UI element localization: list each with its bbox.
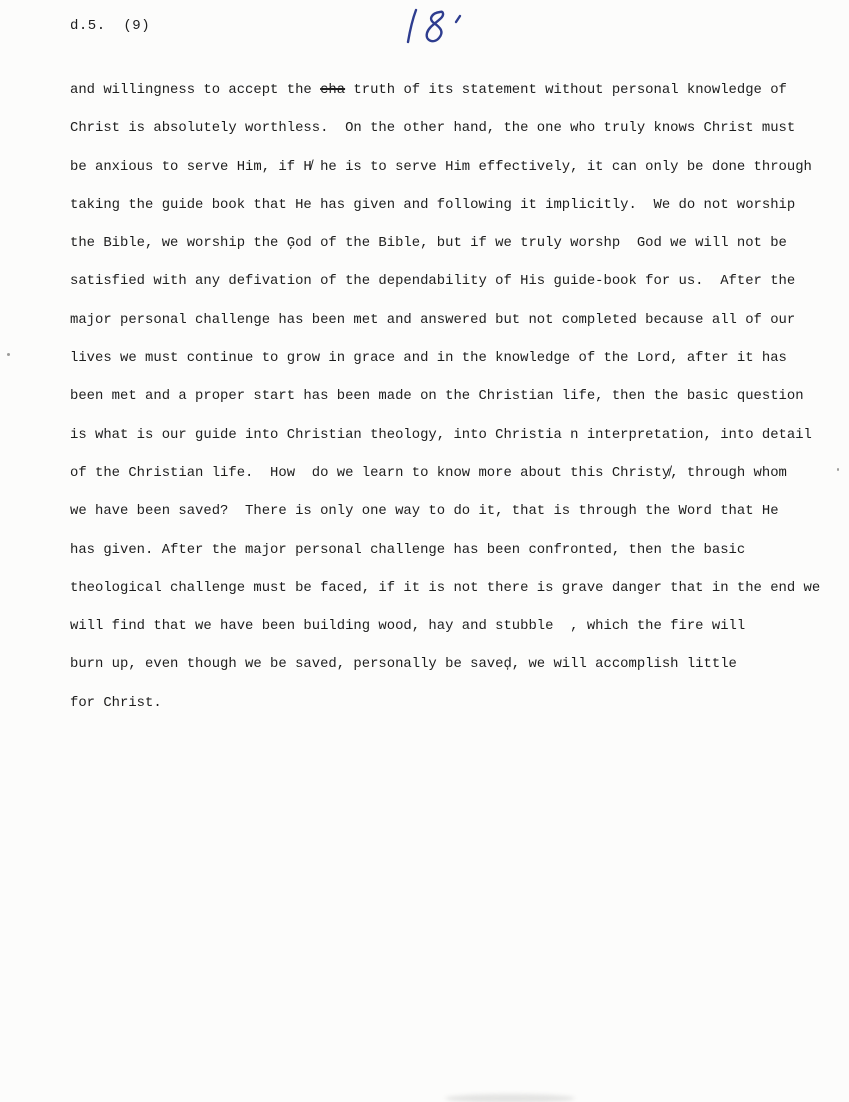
text-segment: taking the guide book that He has given and following it implicitly. We do not worship (70, 196, 796, 213)
text-segment: satisfied with any defivation of the dependability of His guide-book for us. After the (70, 273, 796, 290)
text-line (70, 416, 832, 454)
text-line (70, 645, 832, 683)
struck-text: cha (320, 82, 346, 98)
text-segment: we have been saved? There is only one way to do it, that is through the Word that He (70, 503, 779, 520)
text-line (70, 148, 832, 186)
text-segment: lives we must continue to grow in grace and in the knowledge of the Lord, after it has (70, 350, 787, 367)
text-line (70, 531, 832, 569)
text-line (70, 301, 832, 339)
text-line (70, 377, 832, 415)
paper-speck-right (837, 468, 839, 471)
text-segment: , through whom (670, 464, 787, 481)
text-line (70, 454, 832, 492)
text-segment: Christ is absolutely worthless. On the other hand, the one who truly knows Christ must (70, 120, 796, 137)
text-segment: been met and a proper start has been made on the Christian life, then the basic question (70, 388, 804, 405)
text-segment: theological challenge must be faced, if it is not there is grave danger that in the end we (70, 579, 821, 596)
text-line (70, 71, 832, 109)
text-segment: burn up, even though we be saved, personally be saveḑ, we will accomplish little (70, 656, 737, 673)
text-segment: be anxious to serve Him, if H̸ he is to serve Him effectively, it can only be done through (70, 158, 812, 175)
typewritten-paragraph (70, 71, 832, 722)
text-segment: will find that we have been building wood, hay and stubble , which the fire will (70, 618, 746, 635)
text-segment: major personal challenge has been met and answered but not completed because all of our (70, 311, 796, 328)
text-segment: for Christ. (70, 694, 162, 711)
text-segment: the Bible, we worship the Ģod of the Bible, but if we truly worshp God we will not be (70, 235, 787, 252)
text-line (70, 262, 832, 300)
text-line (70, 339, 832, 377)
page-bottom-smudge (445, 1094, 575, 1102)
text-segment: y̸ (661, 464, 671, 481)
text-line (70, 109, 832, 147)
text-line (70, 224, 832, 262)
page-header-label: d.5. (9) (70, 18, 151, 34)
text-segment: is what is our guide into Christian theology, into Christia n interpretation, into detail (70, 426, 812, 443)
text-line (70, 684, 832, 722)
text-segment: has given. After the major personal challenge has been confronted, then the basic (70, 541, 746, 558)
text-line (70, 607, 832, 645)
text-segment: of the Christian life. How do we learn to know more about this Christ (70, 464, 662, 481)
handwritten-page-number (378, 0, 498, 56)
text-line (70, 492, 832, 530)
text-line (70, 569, 832, 607)
text-line (70, 186, 832, 224)
text-segment: truth of its statement without personal knowledge of (345, 82, 787, 98)
text-segment: and willingness to accept the (70, 82, 321, 98)
paper-speck-left (7, 353, 10, 356)
